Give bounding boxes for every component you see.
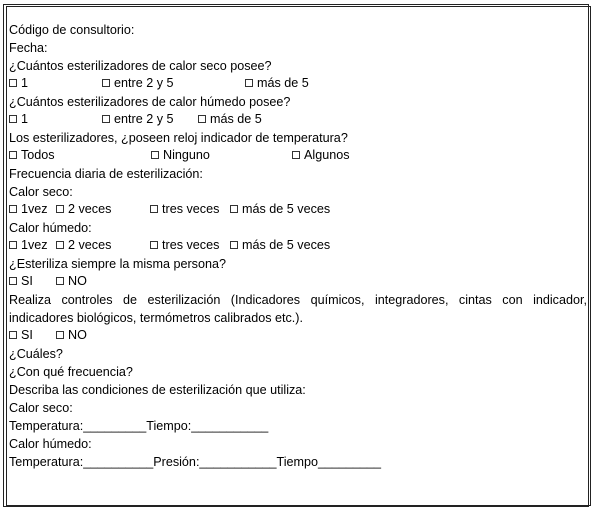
checkbox-icon[interactable]: [9, 79, 17, 87]
checkbox-icon[interactable]: [56, 205, 64, 213]
cuales-label: ¿Cuáles?: [9, 347, 63, 361]
frecuencia-label: Frecuencia diaria de esterilización:: [9, 167, 203, 181]
calor-humedo-label: Calor húmedo:: [9, 221, 92, 235]
option-freq-seco-tres[interactable]: tres veces: [150, 202, 219, 216]
checkbox-icon[interactable]: [151, 151, 159, 159]
checkbox-icon[interactable]: [56, 331, 64, 339]
codigo-label: Código de consultorio:: [9, 23, 135, 37]
con-que-frecuencia-label: ¿Con qué frecuencia?: [9, 365, 133, 379]
checkbox-icon[interactable]: [9, 241, 17, 249]
checkbox-icon[interactable]: [230, 205, 238, 213]
checkbox-icon[interactable]: [198, 115, 206, 123]
option-persona-no[interactable]: NO: [56, 274, 87, 288]
option-controles-si[interactable]: SI: [9, 328, 33, 342]
checkbox-icon[interactable]: [9, 151, 17, 159]
option-freq-seco-mas5[interactable]: más de 5 veces: [230, 202, 330, 216]
checkbox-icon[interactable]: [150, 241, 158, 249]
option-humedo-mas-5[interactable]: más de 5: [198, 112, 262, 126]
describa-label: Describa las condiciones de esterilización que utiliza:: [9, 383, 306, 397]
controles-text-line1: Realiza controles de esterilización (Indicadores químicos, integradores, cintas con indicador,: [9, 293, 587, 307]
checkbox-icon[interactable]: [102, 115, 110, 123]
option-reloj-todos[interactable]: Todos: [9, 148, 55, 162]
question-misma-persona: ¿Esteriliza siempre la misma persona?: [9, 257, 226, 271]
temperatura-presion-tiempo-humedo-field[interactable]: Temperatura:__________Presión:___________Tiempo_________: [9, 455, 382, 469]
checkbox-icon[interactable]: [56, 241, 64, 249]
question-calor-seco-count: ¿Cuántos esterilizadores de calor seco posee?: [9, 59, 272, 73]
checkbox-icon[interactable]: [245, 79, 253, 87]
question-calor-humedo-count: ¿Cuántos esterilizadores de calor húmedo posee?: [9, 95, 291, 109]
calor-seco-label-2: Calor seco:: [9, 401, 73, 415]
question-reloj: Los esterilizadores, ¿poseen reloj indicador de temperatura?: [9, 131, 348, 145]
option-freq-humedo-tres[interactable]: tres veces: [150, 238, 219, 252]
option-freq-humedo-2veces[interactable]: 2 veces: [56, 238, 111, 252]
option-freq-humedo-mas5[interactable]: más de 5 veces: [230, 238, 330, 252]
option-seco-1[interactable]: 1: [9, 76, 28, 90]
temperatura-tiempo-seco-field[interactable]: Temperatura:_________Tiempo:___________: [9, 419, 269, 433]
calor-humedo-label-2: Calor húmedo:: [9, 437, 92, 451]
option-freq-seco-1vez[interactable]: 1vez: [9, 202, 48, 216]
option-freq-humedo-1vez[interactable]: 1vez: [9, 238, 48, 252]
option-reloj-ninguno[interactable]: Ninguno: [151, 148, 210, 162]
option-seco-mas-5[interactable]: más de 5: [245, 76, 309, 90]
option-freq-seco-2veces[interactable]: 2 veces: [56, 202, 111, 216]
option-humedo-1[interactable]: 1: [9, 112, 28, 126]
controles-text-line2: indicadores biológicos, termómetros calibrados etc.).: [9, 311, 303, 325]
option-controles-no[interactable]: NO: [56, 328, 87, 342]
checkbox-icon[interactable]: [292, 151, 300, 159]
checkbox-icon[interactable]: [102, 79, 110, 87]
calor-seco-label: Calor seco:: [9, 185, 73, 199]
checkbox-icon[interactable]: [230, 241, 238, 249]
checkbox-icon[interactable]: [9, 205, 17, 213]
checkbox-icon[interactable]: [56, 277, 64, 285]
fecha-label: Fecha:: [9, 41, 48, 55]
option-seco-2-5[interactable]: entre 2 y 5: [102, 76, 174, 90]
option-humedo-2-5[interactable]: entre 2 y 5: [102, 112, 174, 126]
option-reloj-algunos[interactable]: Algunos: [292, 148, 350, 162]
checkbox-icon[interactable]: [9, 277, 17, 285]
checkbox-icon[interactable]: [150, 205, 158, 213]
checkbox-icon[interactable]: [9, 115, 17, 123]
checkbox-icon[interactable]: [9, 331, 17, 339]
option-persona-si[interactable]: SI: [9, 274, 33, 288]
